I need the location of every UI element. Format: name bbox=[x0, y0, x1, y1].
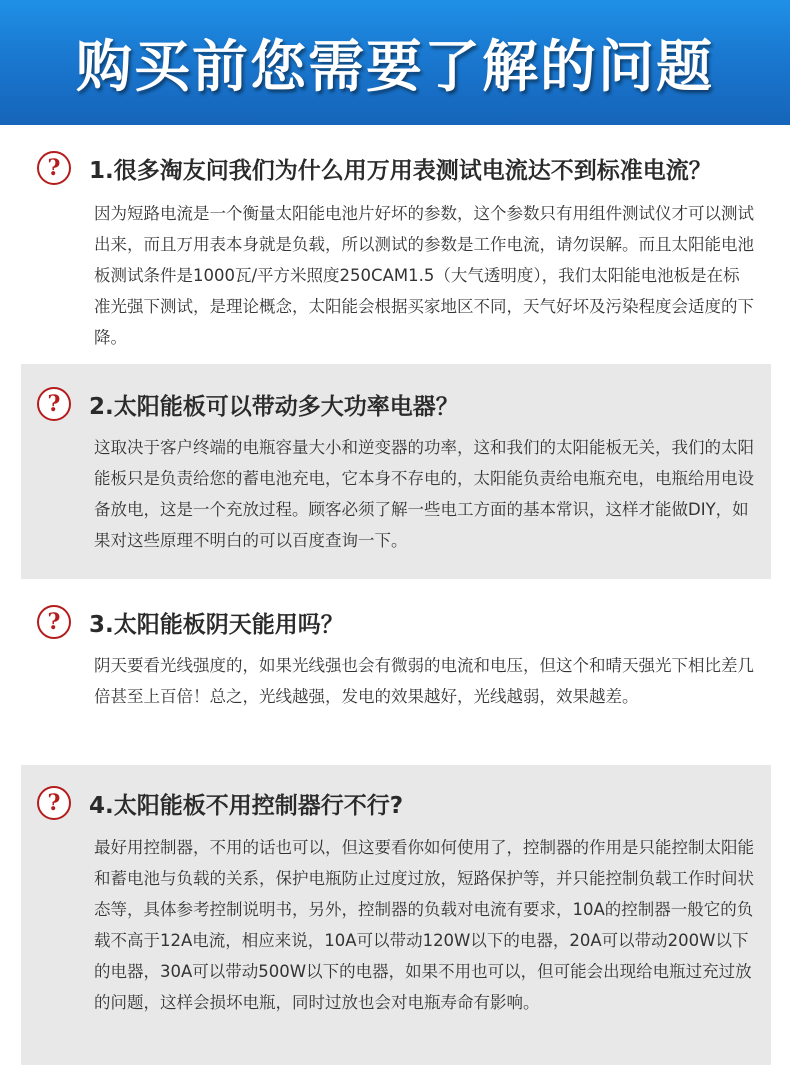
faq-item-3 bbox=[21, 590, 771, 750]
question-header bbox=[37, 386, 459, 422]
question-title: 1.很多淘友问我们为什么用万用表测试电流达不到标准电流？ bbox=[89, 157, 712, 184]
question-header bbox=[37, 604, 344, 640]
question-title: 4.太阳能板不用控制器行不行? bbox=[89, 792, 404, 819]
faq-item-1 bbox=[21, 140, 771, 350]
answer-text: 这取决于客户终端的电瓶容量大小和逆变器的功率，这和我们的太阳能板无关，我们的太阳能板只是负责给您的蓄电池充电，它本身不存电的，太阳能负责给电瓶充电，电瓶给用电设备放电，这是一个充放过程。顾客必须了解一些电工方面的基本常识，这样才能做DIY，如果对这些原理不明白的可以百度查询一下。 bbox=[94, 438, 754, 550]
header-banner bbox=[0, 0, 790, 125]
faq-item-2 bbox=[21, 364, 771, 579]
question-title: 2.太阳能板可以带动多大功率电器？ bbox=[89, 393, 459, 420]
faq-item-4 bbox=[21, 765, 771, 1065]
page-title: 购买前您需要了解的问题 bbox=[76, 34, 714, 100]
answer-text: 因为短路电流是一个衡量太阳能电池片好坏的参数，这个参数只有用组件测试仪才可以测试出来，而且万用表本身就是负载，所以测试的参数是工作电流，请勿误解。而且太阳能电池板测试条件是1000瓦/平方米照度250CAM1.5（大气透明度），我们太阳能电池板是在标准光强下测试，是理论概念，太阳能会根据买家地区不同，天气好坏及污染程度会适度的下降。 bbox=[94, 204, 754, 347]
question-title: 3.太阳能板阴天能用吗？ bbox=[89, 611, 344, 638]
answer-text: 最好用控制器，不用的话也可以，但这要看你如何使用了，控制器的作用是只能控制太阳能和蓄电池与负载的关系，保护电瓶防止过度过放，短路保护等，并只能控制负载工作时间状态等，具体参考控制说明书，另外，控制器的负载对电流有要求，10A的控制器一般它的负载不高于12A电流，相应来说，10A可以带动120W以下的电器，20A可以带动200W以下的电器，30A可以带动500W以下的电器，如果不用也可以，但可能会出现给电瓶过充过放的问题，这样会损坏电瓶，同时过放也会对电瓶寿命有影响。 bbox=[94, 838, 754, 1012]
question-mark-icon: ? bbox=[37, 786, 71, 820]
question-mark-icon: ? bbox=[37, 387, 71, 421]
question-mark-icon: ? bbox=[37, 605, 71, 639]
question-header bbox=[37, 785, 403, 821]
question-mark-icon: ? bbox=[37, 151, 71, 185]
answer-text: 阴天要看光线强度的，如果光线强也会有微弱的电流和电压，但这个和晴天强光下相比差几倍甚至上百倍！总之，光线越强，发电的效果越好，光线越弱，效果越差。 bbox=[94, 656, 754, 706]
question-header bbox=[37, 150, 712, 186]
